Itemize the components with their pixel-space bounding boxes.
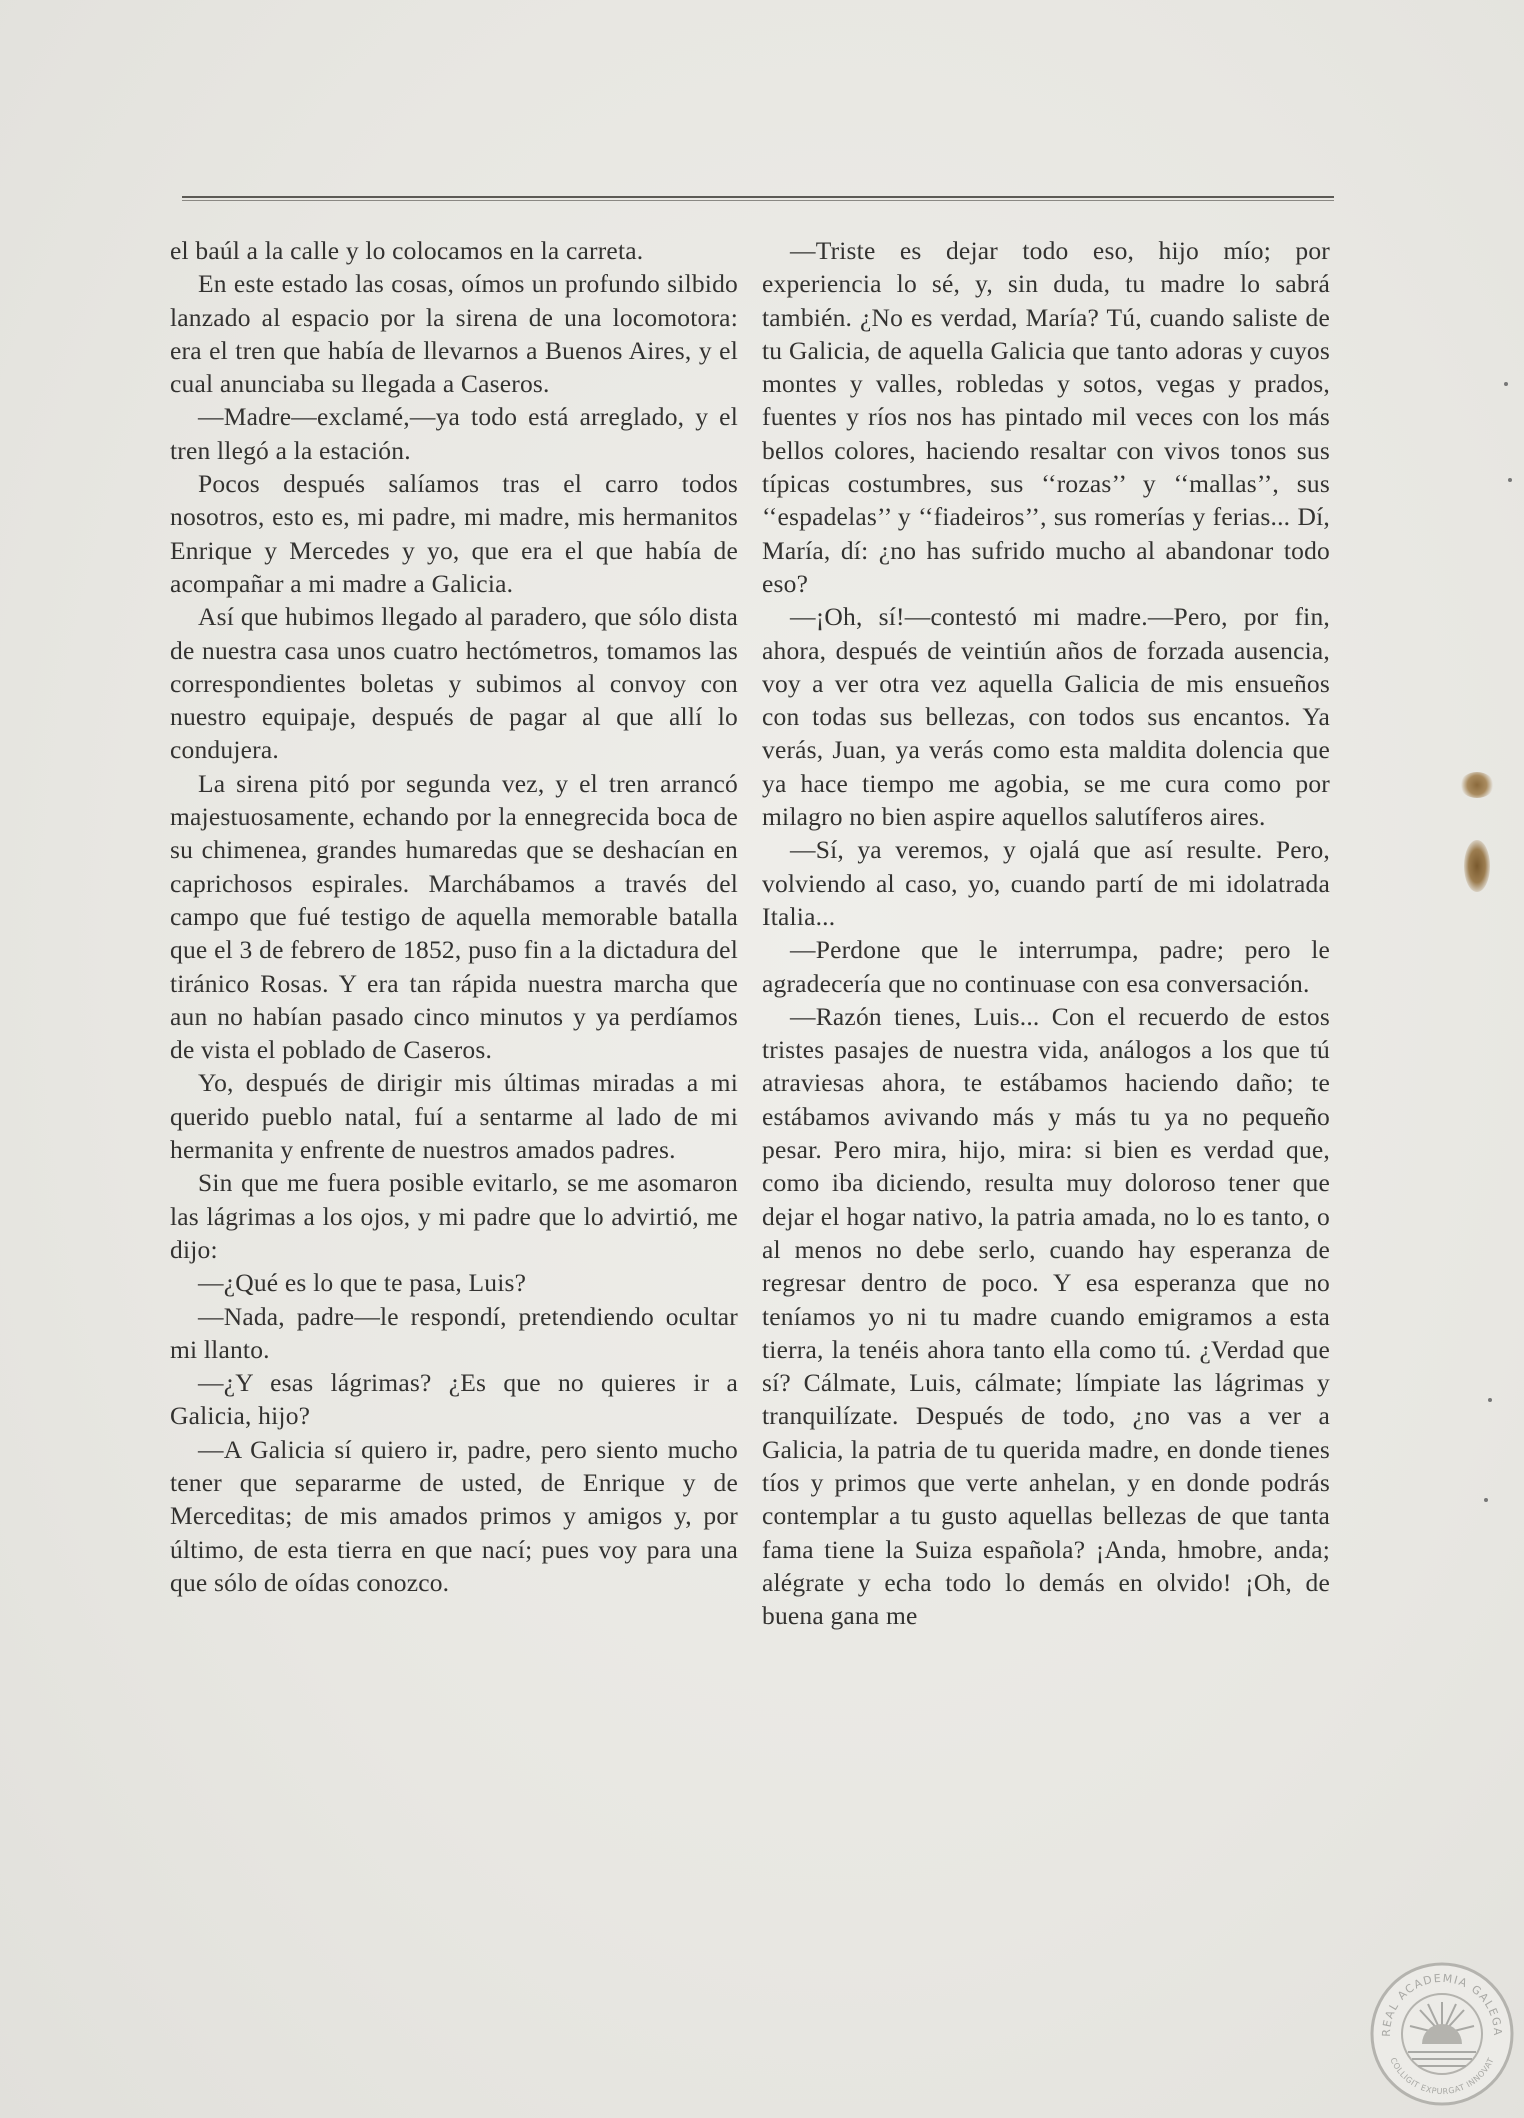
paragraph: —Nada, padre—le respondí, pretendiendo ocultar mi llanto.: [170, 1301, 738, 1364]
paper-speck: [1488, 1398, 1492, 1402]
paragraph: —¿Y esas lágrimas? ¿Es que no quieres ir a Galicia, hijo?: [170, 1368, 738, 1431]
paragraph: —Triste es dejar todo eso, hijo mío; por experiencia lo sé, y, sin duda, tu madre lo sabrá también. ¿No es verdad, María? Tú, cuando saliste de tu Galicia, de aquella Galicia que tanto adoras y cuyos montes y valles, robledas y sotos, vegas y prados, fuentes y ríos nos has pintado mil veces con los más bellos colores, haciendo resaltar con vivos tonos sus típicas costumbres, sus ‘‘rozas’’ y ‘‘mallas’’, sus ‘‘espadelas’’ y ‘‘fiadeiros’’, sus romerías y ferias... Dí, María, dí: ¿no has sufrido mucho al abandonar todo eso?: [762, 236, 1330, 598]
paper-speck: [1504, 382, 1508, 386]
seal-top-text: REAL ACADEMIA GALEGA: [1379, 1971, 1505, 2037]
left-text-column: [170, 234, 738, 1599]
paragraph: Así que hubimos llegado al paradero, que sólo dista de nuestra casa unos cuatro hectómetros, tomamos las correspondientes boletas y subimos al convoy con nuestro equipaje, después de pagar al que allí lo condujera.: [170, 602, 738, 765]
paper-speck: [1484, 1498, 1488, 1502]
paragraph: Yo, después de dirigir mis últimas miradas a mi querido pueblo natal, fuí a sentarme al lado de mi hermanita y enfrente de nuestros amados padres.: [170, 1068, 738, 1165]
header-rule: [182, 196, 1334, 198]
paper-stain: [1460, 772, 1494, 798]
seal-bottom-text: COLLIGIT EXPURGAT INNOVAT: [1388, 2056, 1496, 2097]
paragraph: Pocos después salíamos tras el carro todos nosotros, esto es, mi padre, mi madre, mis hermanitos Enrique y Mercedes y yo, que era el que había de acompañar a mi madre a Galicia.: [170, 469, 738, 598]
paragraph: —¿Qué es lo que te pasa, Luis?: [198, 1268, 527, 1298]
paragraph: —Perdone que le interrumpa, padre; pero le agradecería que no continuase con esa conversación.: [762, 935, 1330, 998]
paragraph: Sin que me fuera posible evitarlo, se me asomaron las lágrimas a los ojos, y mi padre que lo advirtió, me dijo:: [170, 1168, 738, 1264]
paper-speck: [1508, 478, 1512, 482]
paragraph: —Sí, ya veremos, y ojalá que así resulte. Pero, volviendo al caso, yo, cuando partí de mi idolatrada Italia...: [762, 835, 1330, 931]
paragraph: —¡Oh, sí!—contestó mi madre.—Pero, por fin, ahora, después de veintiún años de forzada ausencia, voy a ver otra vez aquella Galicia de mis ensueños con todas sus bellezas, con todos sus encantos. Ya verás, Juan, ya verás como esta maldita dolencia que ya hace tiempo me agobia, se me cura como por milagro no bien aspire aquellos salutíferos aires.: [762, 602, 1330, 832]
paragraph: —Madre—exclamé,—ya todo está arreglado, y el tren llegó a la estación.: [170, 402, 738, 465]
paper-stain: [1464, 840, 1490, 892]
paragraph: —Razón tienes, Luis... Con el recuerdo de estos tristes pasajes de nuestra vida, análogos a los que tú atraviesas ahora, te estábamos haciendo daño; te estábamos avivando más y más tu ya no pequeño pesar. Pero mira, hijo, mira: si bien es verdad que, como iba diciendo, resulta muy doloroso tener que dejar el hogar nativo, la patria amada, no lo es tanto, o al menos no debe serlo, cuando hay esperanza de regresar dentro de poco. Y esa esperanza que no teníamos yo ni tu madre cuando emigramos a esta tierra, la tenéis ahora tanto ella como tú. ¿Verdad que sí? Cálmate, Luis, cálmate; límpiate las lágrimas y tranquilízate. Después de todo, ¿no vas a ver a Galicia, la patria de tu querida madre, en donde tienes tíos y primos que verte anhelan, y en donde podrás contemplar a tu gusto aquellas bellezas de que tanta fama tiene la Suiza española? ¡Anda, hmobre, anda; alégrate y echa todo lo demás en olvido! ¡Oh, de buena gana me: [762, 1001, 1330, 1631]
paragraph: La sirena pitó por segunda vez, y el tren arrancó majestuosamente, echando por la ennegrecida boca de su chimenea, grandes humaredas que se deshacían en caprichosos espirales. Marchábamos a través del campo que fué testigo de aquella memorable batalla que el 3 de febrero de 1852, puso fin a la dictadura del tiránico Rosas. Y era tan rápida nuestra marcha que aun no habían pasado cinco minutos y ya perdíamos de vista el poblado de Caseros.: [170, 768, 738, 1065]
paragraph: —A Galicia sí quiero ir, padre, pero siento mucho tener que separarme de usted, de Enrique y de Merceditas; de mis amados primos y amigos y, por último, de esta tierra en que nací; pues voy para una que sólo de oídas conozco.: [170, 1434, 738, 1597]
paragraph: el baúl a la calle y lo colocamos en la carreta.: [170, 236, 644, 265]
academy-seal: [1368, 1960, 1516, 2108]
right-text-column: [762, 234, 1330, 1632]
paragraph: En este estado las cosas, oímos un profundo silbido lanzado al espacio por la sirena de una locomotora: era el tren que había de llevarnos a Buenos Aires, y el cual anunciaba su llegada a Caseros.: [170, 269, 738, 399]
header-rule-thin: [182, 200, 1334, 201]
